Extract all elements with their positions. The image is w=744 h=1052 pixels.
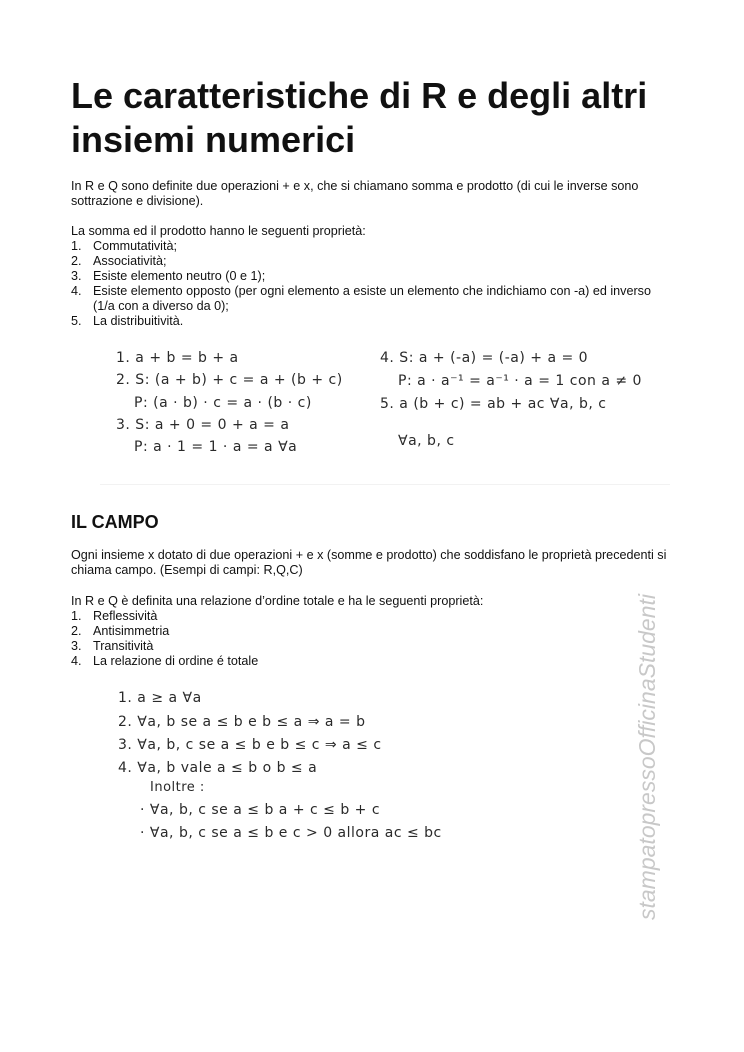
list-item: 4. La relazione di ordine é totale [71,654,259,668]
list-item: 3. Transitività [71,639,154,653]
operations-properties-list [71,239,671,329]
section-heading: IL CAMPO [71,512,159,532]
watermark-text: stampatopressoOfficinaStudenti [634,593,660,920]
order-relation-intro: In R e Q è definita una relazione d’ordine totale e ha le seguenti proprietà: [71,594,484,608]
properties-intro: La somma ed il prodotto hanno le seguenti proprietà: [71,224,366,238]
handwritten-line: P: a · a⁻¹ = a⁻¹ · a = 1 con a ≠ 0 [398,373,642,389]
list-item: 5. La distribuitività. [71,314,184,328]
handwritten-line: P: (a · b) · c = a · (b · c) [134,395,312,411]
page-title: Le caratteristiche di R e degli altri insiemi numerici [71,75,648,160]
handwritten-line: 1. a + b = b + a [116,350,239,366]
handwritten-line: P: a · 1 = 1 · a = a ∀a [134,439,298,455]
handwritten-line: 2. ∀a, b se a ≤ b e b ≤ a ⇒ a = b [118,714,366,730]
list-item: 1. Commutatività; [71,239,177,253]
handwritten-line: · ∀a, b, c se a ≤ b a + c ≤ b + c [140,802,381,818]
list-item: 2. Antisimmetria [71,624,170,638]
handwritten-line: ∀a, b, c [398,433,455,449]
list-item: 2. Associatività; [71,254,167,268]
handwritten-line: · ∀a, b, c se a ≤ b e c > 0 allora ac ≤ bc [140,825,442,841]
campo-definition: Ogni insieme x dotato di due operazioni + e x (somme e prodotto) che soddisfano le proprietà precedenti si chiama campo. (Esempi di campi: R,Q,C) [71,548,667,577]
list-item: 1. Reflessività [71,609,158,623]
handwritten-line: 5. a (b + c) = ab + ac ∀a, b, c [380,396,607,412]
handwritten-line: 4. ∀a, b vale a ≤ b o b ≤ a [118,760,318,776]
section-divider [100,484,670,485]
handwritten-line: 1. a ≥ a ∀a [118,690,202,706]
list-item: 3. Esiste elemento neutro (0 e 1); [71,269,266,283]
handwritten-line: 3. ∀a, b, c se a ≤ b e b ≤ c ⇒ a ≤ c [118,737,382,753]
list-item: 4. Esiste elemento opposto (per ogni elemento a esiste un elemento che indichiamo con -a) ed inverso (1/a con a diverso da 0); [71,284,651,313]
handwritten-line: 3. S: a + 0 = 0 + a = a [116,417,290,433]
handwritten-line: 2. S: (a + b) + c = a + (b + c) [116,372,343,388]
order-properties-list [71,609,671,669]
intro-paragraph: In R e Q sono definite due operazioni + e x, che si chiamano somma e prodotto (di cui le inverse sono sottrazione e divisione). [71,179,639,208]
handwritten-line: 4. S: a + (-a) = (-a) + a = 0 [380,350,589,366]
handwritten-line: Inoltre : [150,780,205,795]
